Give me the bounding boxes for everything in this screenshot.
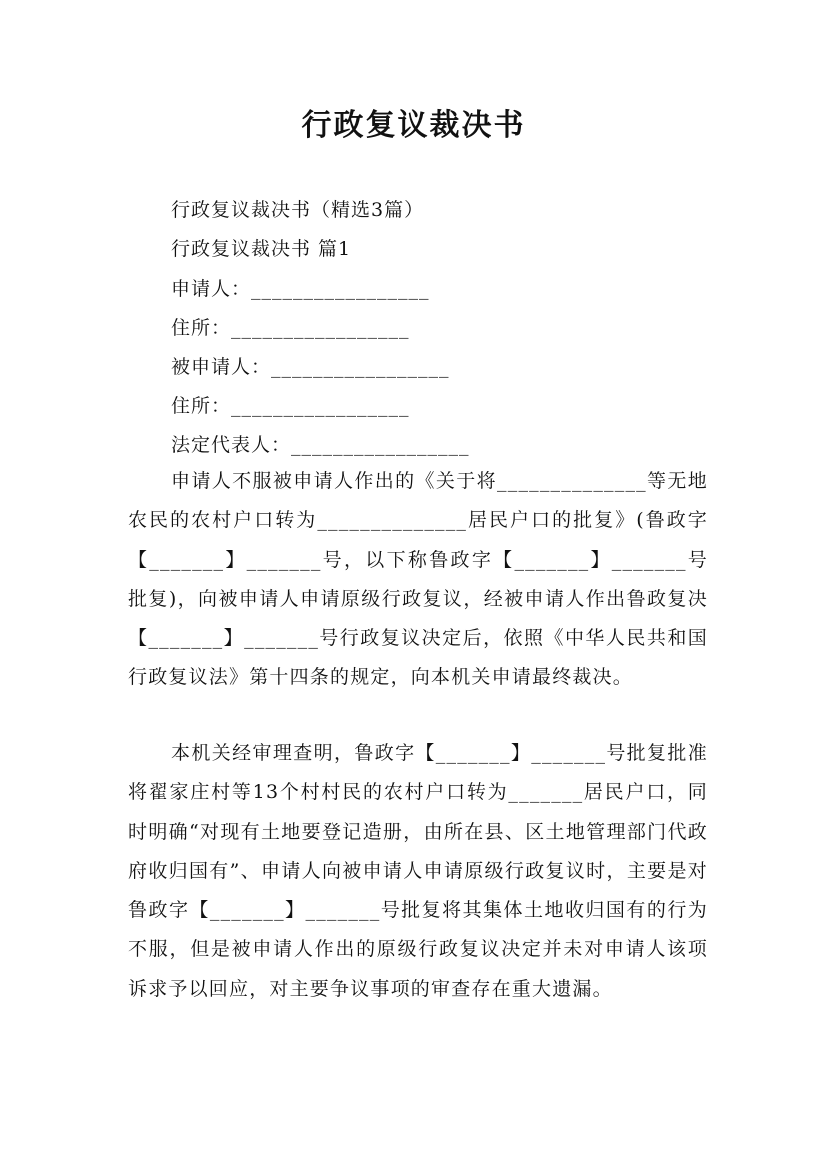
body-paragraph: 申请人不服被申请人作出的《关于将______________等无地农民的农村户口转为______________居民户口的批复》(鲁政字【_______】_______号，以下称鲁政字【_______】_______号批复)，向被申请人申请原级行政复议，经被申请人作出鲁政复决【_______】_______号行政复议决定后，依照《中华人民共和国行政复议法》第十四条的规定，向本机关申请最终裁决。 [128,470,708,689]
document-title: 行政复议裁决书 [301,108,526,143]
field-legal-representative: 法定代表人：_________________ [171,434,470,456]
field-applicant: 申请人：_________________ [171,278,430,300]
section-heading: 行政复议裁决书 篇1 [171,238,352,260]
field-address: 住所：_________________ [171,317,410,339]
document-subtitle: 行政复议裁决书（精选3篇） [171,199,425,221]
field-address: 住所：_________________ [171,395,410,417]
field-respondent: 被申请人：_________________ [171,356,450,378]
body-paragraph: 本机关经审理查明，鲁政字【_______】_______号批复批准将翟家庄村等13个村村民的农村户口转为_______居民户口，同时明确“对现有土地要登记造册，由所在县、区土地管理部门代政府收归国有”、申请人向被申请人申请原级行政复议时，主要是对鲁政字【_______】_______号批复将其集体土地收归国有的行为不服，但是被申请人作出的原级行政复议决定并未对申请人该项诉求予以回应，对主要争议事项的审查存在重大遗漏。 [128,742,708,1000]
